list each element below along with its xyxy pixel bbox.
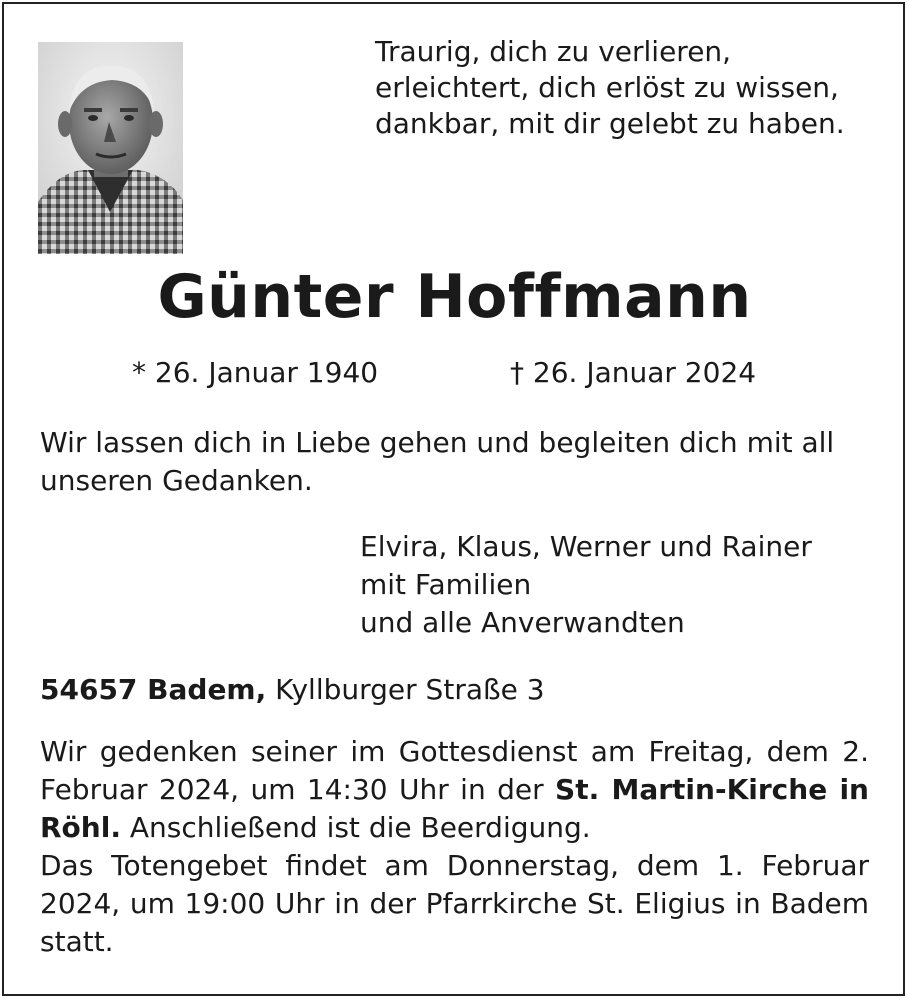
- deceased-name: Günter Hoffmann: [157, 262, 752, 332]
- birth-date: * 26. Januar 1940: [132, 356, 379, 389]
- poem-line: Traurig, dich zu verlieren,: [375, 35, 732, 68]
- address-street: Kyllburger Straße 3: [275, 673, 545, 706]
- farewell-text: Wir lassen dich in Liebe gehen und begleiten dich mit all unseren Gedanken.: [40, 426, 835, 497]
- address-place: 54657 Badem,: [40, 673, 267, 706]
- signer-line: mit Familien: [360, 568, 532, 601]
- service-text-part: Wir gedenken seiner im Gottesdienst am Freitag, dem 2. Februar 2024, um 14:30 Uhr in der: [40, 735, 869, 806]
- family-address: [40, 673, 545, 706]
- funeral-service-text: [40, 733, 869, 847]
- poem-line: dankbar, mit dir gelebt zu haben.: [375, 107, 845, 140]
- service-text-part: Anschließend ist die Beerdigung.: [120, 811, 591, 844]
- poem-line: erleichtert, dich erlöst zu wissen,: [375, 71, 839, 104]
- family-signers: [360, 528, 812, 642]
- service-information: [40, 733, 869, 961]
- memorial-poem: [375, 34, 845, 142]
- church-name: St. Martin-Kirche in Röhl.: [40, 773, 869, 844]
- prayer-service-text: Das Totengebet findet am Donnerstag, dem 1. Februar 2024, um 19:00 Uhr in der Pfarrkirche St. Eligius in Badem statt.: [40, 849, 869, 958]
- death-date: † 26. Januar 2024: [510, 356, 757, 389]
- signer-line: Elvira, Klaus, Werner und Rainer: [360, 530, 812, 563]
- signer-line: und alle Anverwandten: [360, 606, 685, 639]
- portrait-photo: [38, 42, 183, 254]
